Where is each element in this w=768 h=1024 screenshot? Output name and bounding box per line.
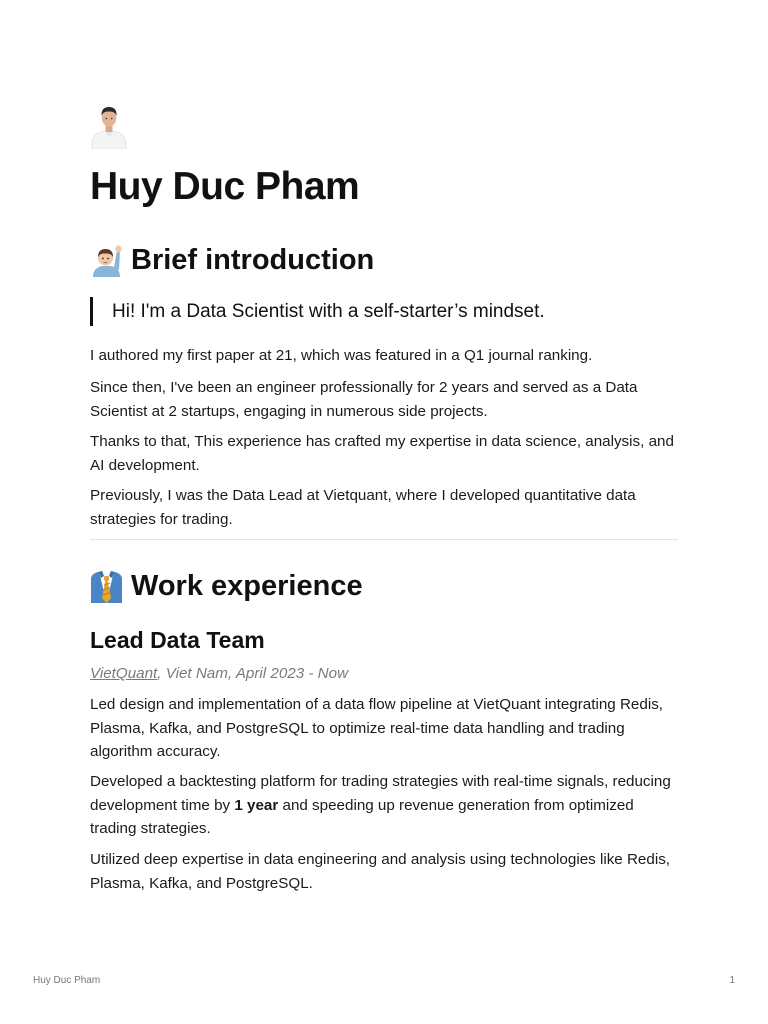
brief-introduction-title: Brief introduction <box>131 244 375 276</box>
raising-hand-icon <box>90 244 123 277</box>
work-experience-heading <box>90 568 363 604</box>
job-description-highlight: 1 year <box>234 796 279 814</box>
necktie-icon <box>90 570 123 603</box>
work-experience-title: Work experience <box>131 570 363 602</box>
intro-paragraph: I authored my first paper at 21, which was featured in a Q1 journal ranking. <box>90 347 593 364</box>
intro-paragraph: Previously, I was the Data Lead at Vietquant, where I developed quantitative data strategies for trading. <box>90 487 636 528</box>
job-description-text: and speeding up revenue generation from optimized trading strategies. <box>90 796 634 837</box>
person-name: Huy Duc Pham <box>90 165 360 208</box>
job-description: Led design and implementation of a data flow pipeline at VietQuant integrating Redis, Plasma, Kafka, and PostgreSQL to optimize real-time data handling and trading algorithm accuracy. <box>90 696 664 760</box>
job-location-date: , Viet Nam, April 2023 - Now <box>157 665 349 682</box>
job-description-text: Developed a backtesting platform for trading strategies with real-time signals, reducing development time by <box>90 773 671 814</box>
company-link[interactable]: VietQuant <box>90 665 158 682</box>
brief-introduction-heading <box>90 242 374 278</box>
job-meta <box>90 662 348 685</box>
job-description: Utilized deep expertise in data engineering and analysis using technologies like Redis, Plasma, Kafka, and PostgreSQL. <box>90 851 671 892</box>
page-number: 1 <box>729 975 735 986</box>
intro-paragraph: Since then, I've been an engineer professionally for 2 years and served as a Data Scientist at 2 startups, engaging in numerous side projects. <box>90 379 638 420</box>
footer-name: Huy Duc Pham <box>33 975 101 986</box>
intro-quote: Hi! I'm a Data Scientist with a self-starter’s mindset. <box>90 297 545 326</box>
avatar <box>90 103 128 149</box>
intro-paragraph: Thanks to that, This experience has crafted my expertise in data science, analysis, and AI development. <box>90 433 674 474</box>
job-title: Lead Data Team <box>90 627 265 653</box>
job-description <box>90 770 680 841</box>
section-divider <box>90 539 678 540</box>
